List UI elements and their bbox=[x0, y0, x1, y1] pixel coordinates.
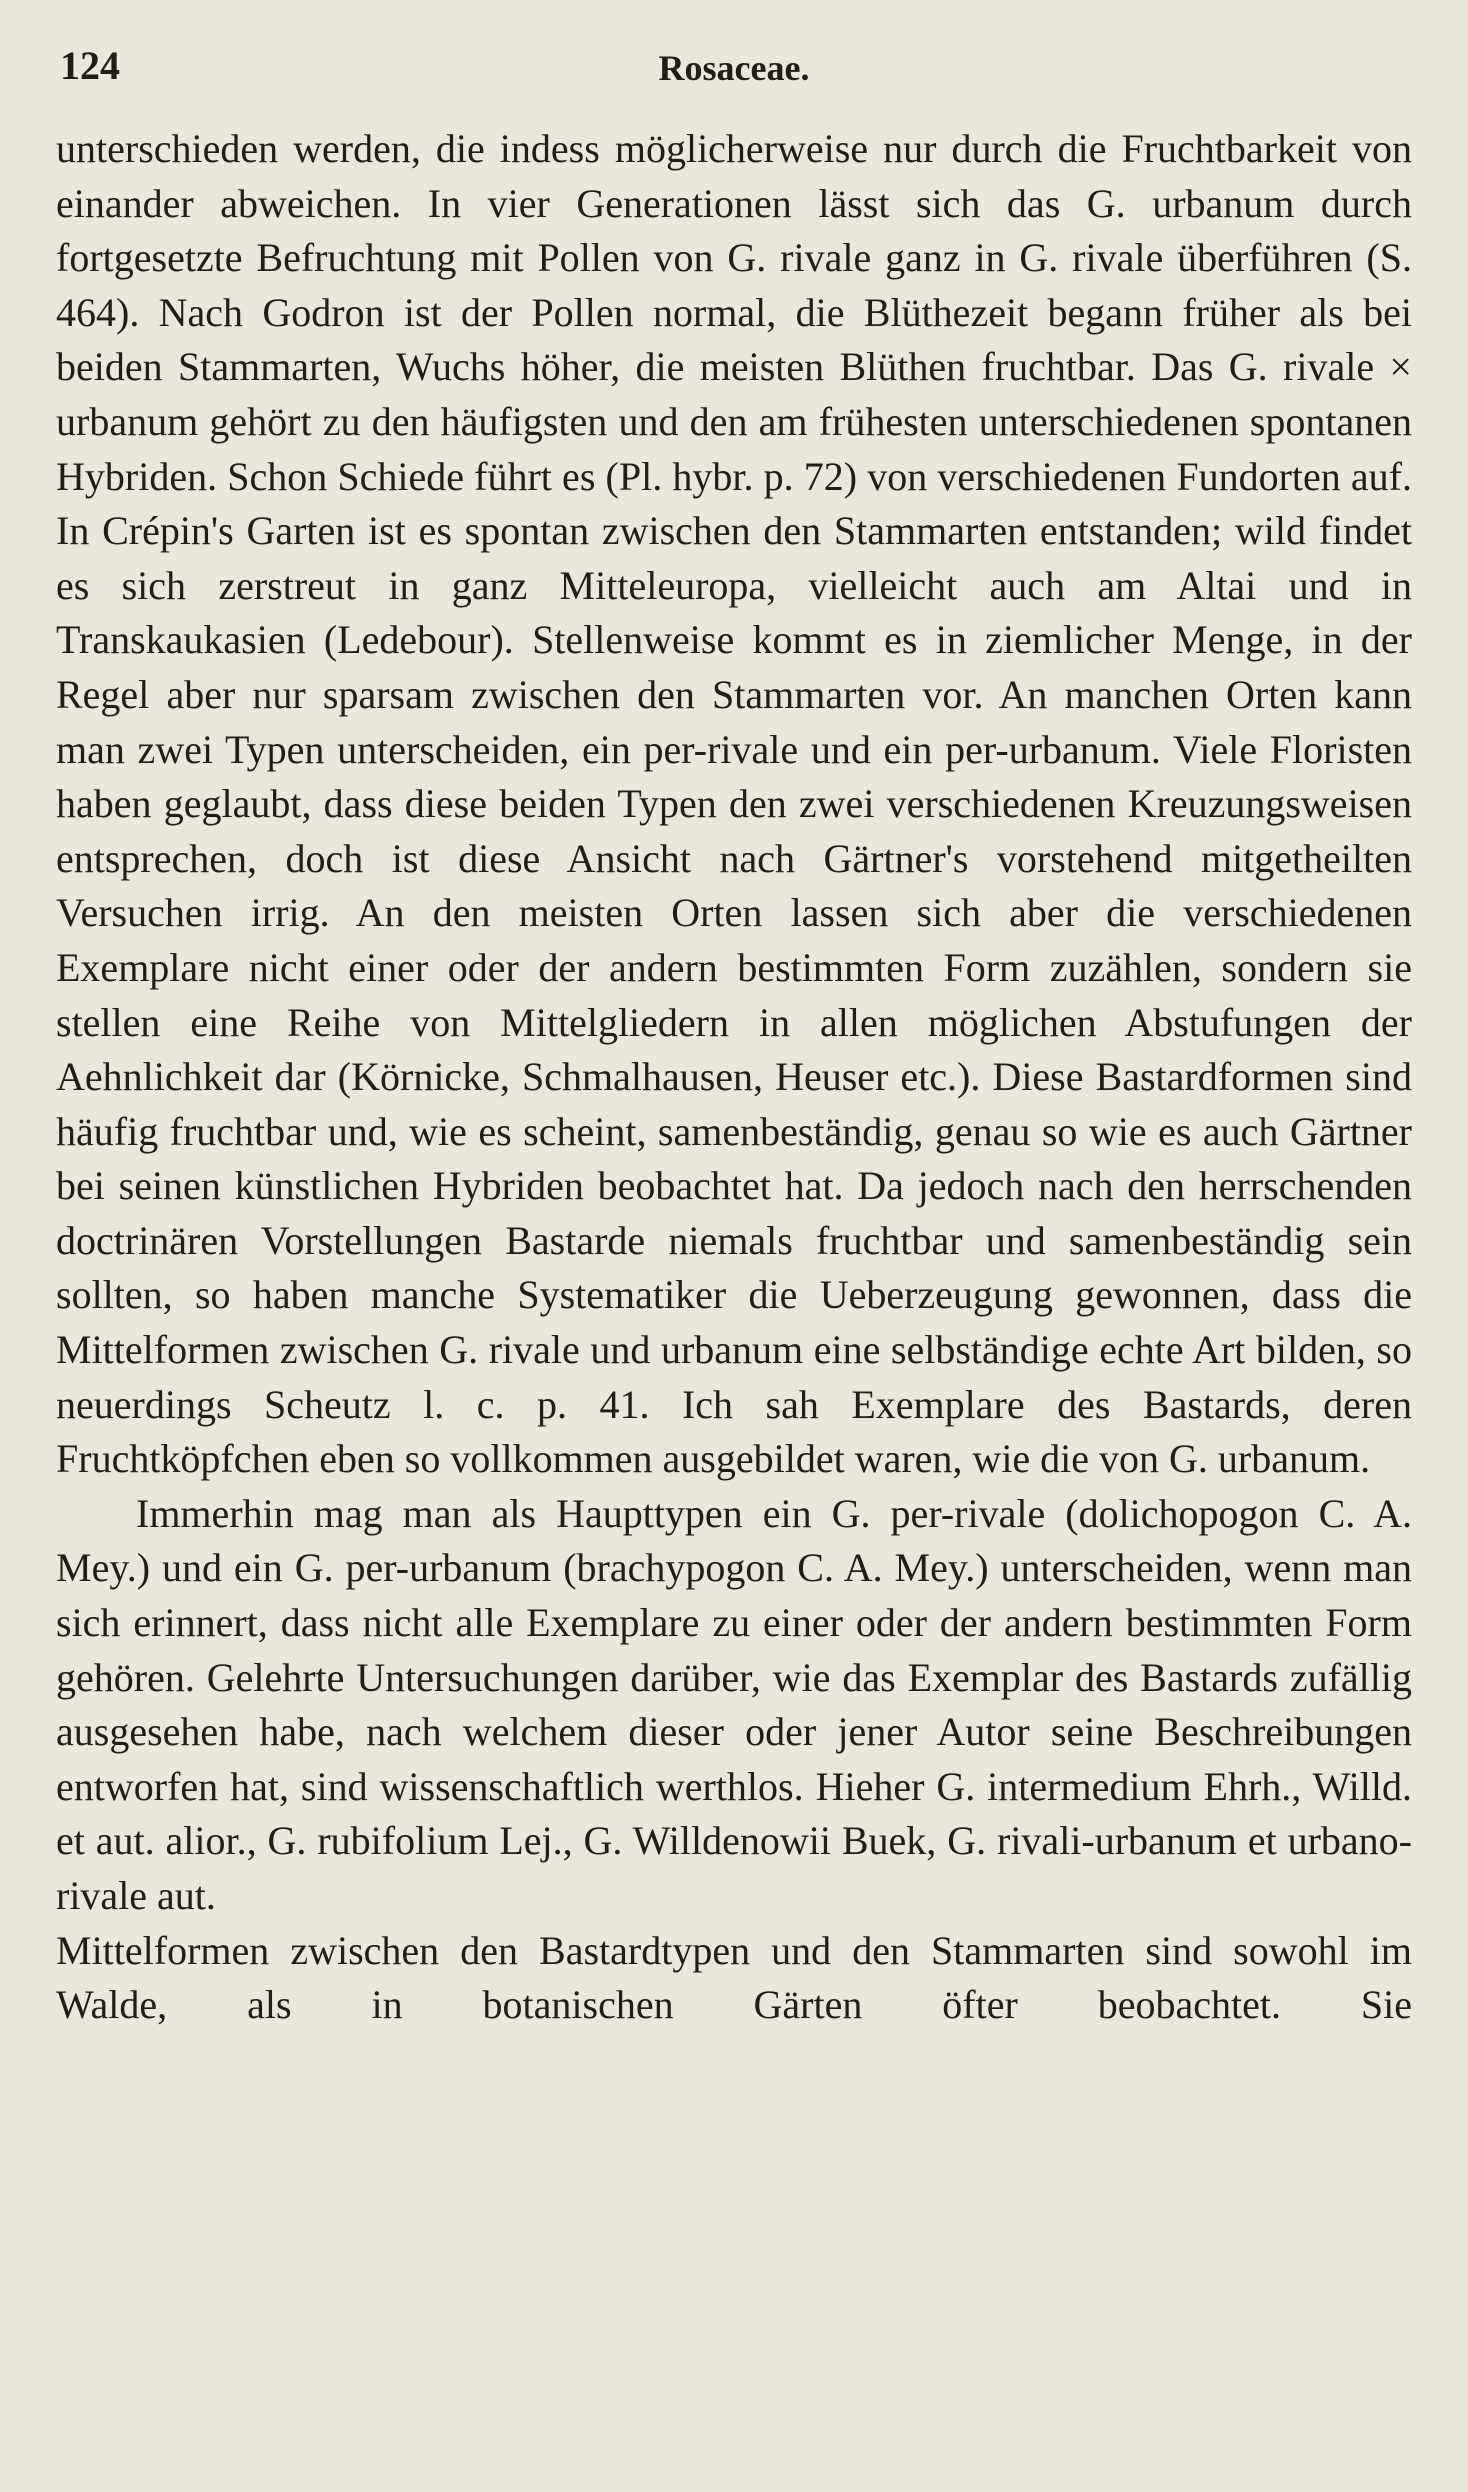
running-title: Rosaceae. bbox=[658, 48, 810, 88]
page-body bbox=[56, 122, 1412, 2033]
page-number: 124 bbox=[60, 43, 120, 88]
paragraph-2: Immerhin mag man als Haupttypen ein G. per-rivale (dolichopogon C. A. Mey.) und ein G. per-urbanum (brachypogon C. A. Mey.) unterscheiden, wenn man sich erinnert, dass nicht alle Exemplare zu einer oder der andern bestimmten Form gehören. Gelehrte Untersuchungen darüber, wie das Exemplar des Bastards zufällig ausgesehen habe, nach welchem dieser oder jener Autor seine Beschreibungen entworfen hat, sind wissenschaftlich werthlos. Hieher G. intermedium Ehrh., Willd. et aut. alior., G. rubifolium Lej., G. Willdenowii Buek, G. rivali-urbanum et urbano-rivale aut. bbox=[56, 1490, 1412, 1918]
page-header bbox=[56, 38, 1412, 98]
paragraph-3: Mittelformen zwischen den Bastardtypen und den Stammarten sind sowohl im Walde, als in botanischen Gärten öfter beobachtet. Sie bbox=[56, 1927, 1412, 2028]
paragraph-1: unterschieden werden, die indess möglicherweise nur durch die Fruchtbarkeit von einander abweichen. In vier Generationen lässt sich das G. urbanum durch fortgesetzte Befruchtung mit Pollen von G. rivale ganz in G. rivale überführen (S. 464). Nach Godron ist der Pollen normal, die Blüthezeit begann früher als bei beiden Stammarten, Wuchs höher, die meisten Blüthen fruchtbar. Das G. rivale × urbanum gehört zu den häufigsten und den am frühesten unterschiedenen spontanen Hybriden. Schon Schiede führt es (Pl. hybr. p. 72) von verschiedenen Fundorten auf. In Crépin's Garten ist es spontan zwischen den Stammarten entstanden; wild findet es sich zerstreut in ganz Mitteleuropa, vielleicht auch am Altai und in Transkaukasien (Ledebour). Stellenweise kommt es in ziemlicher Menge, in der Regel aber nur sparsam zwischen den Stammarten vor. An manchen Orten kann man zwei Typen unterscheiden, ein per-rivale und ein per-urbanum. Viele Floristen haben geglaubt, dass diese beiden Typen den zwei verschiedenen Kreuzungsweisen entsprechen, doch ist diese Ansicht nach Gärtner's vorstehend mitgetheilten Versuchen irrig. An den meisten Orten lassen sich aber die verschiedenen Exemplare nicht einer oder der andern bestimmten Form zuzählen, sondern sie stellen eine Reihe von Mittelgliedern in allen möglichen Abstufungen der Aehnlichkeit dar (Körnicke, Schmalhausen, Heuser etc.). Diese Bastardformen sind häufig fruchtbar und, wie es scheint, samenbeständig, genau so wie es auch Gärtner bei seinen künstlichen Hybriden beobachtet hat. Da jedoch nach den herrschenden doctrinären Vorstellungen Bastarde niemals fruchtbar und samenbeständig sein sollten, so haben manche Systematiker die Ueberzeugung gewonnen, dass die Mittelformen zwischen G. rivale und urbanum eine selbständige echte Art bilden, so neuerdings Scheutz l. c. p. 41. Ich sah Exemplare des Bastards, deren Fruchtköpfchen eben so vollkommen ausgebildet waren, wie die von G. urbanum. bbox=[56, 126, 1412, 1482]
